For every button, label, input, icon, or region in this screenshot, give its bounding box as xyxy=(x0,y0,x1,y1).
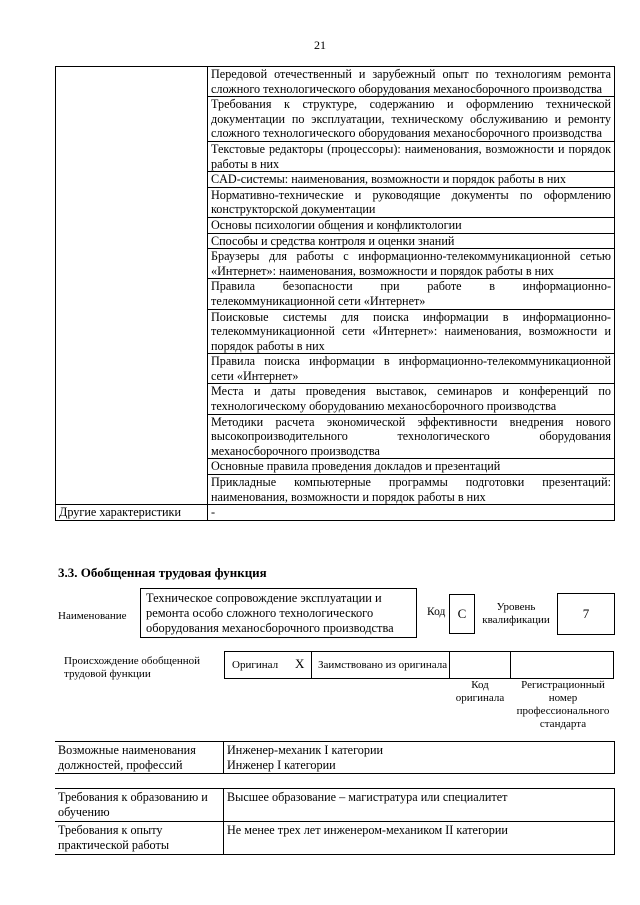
registration-number-label: Регистрационный номер профессионального стандарта xyxy=(516,679,610,730)
knowledge-item: Поисковые системы для поиска информации в информационно-телекоммуникационной сети «Интернет»: наименования, возможности и порядок работы в них xyxy=(208,309,615,354)
knowledge-item: CAD-системы: наименования, возможности и порядок работы в них xyxy=(208,172,615,188)
level-label: Уровень квалификации xyxy=(482,601,550,626)
knowledge-item: Текстовые редакторы (процессоры): наименования, возможности и порядок работы в них xyxy=(208,141,615,171)
positions-values xyxy=(224,742,615,774)
knowledge-item: Основы психологии общения и конфликтологии xyxy=(208,217,615,233)
knowledge-table xyxy=(55,66,615,521)
position-item: Инженер-механик I категории xyxy=(227,743,383,757)
other-characteristics-label: Другие характеристики xyxy=(56,505,208,521)
knowledge-item: Места и даты проведения выставок, семинаров и конференций по технологическому оборудованию механосборочного производства xyxy=(208,384,615,414)
positions-table xyxy=(55,741,615,774)
knowledge-item: Прикладные компьютерные программы подготовки презентаций: наименования, возможности и порядок работы в них xyxy=(208,475,615,505)
page-number: 21 xyxy=(314,38,326,52)
name-label: Наименование xyxy=(58,610,127,622)
table-row xyxy=(56,67,615,97)
divider xyxy=(311,651,312,679)
knowledge-item: Передовой отечественный и зарубежный опыт по технологиям ремонта сложного технологического оборудования механосборочного производства xyxy=(208,67,615,97)
section-title: 3.3. Обобщенная трудовая функция xyxy=(58,565,267,580)
original-label: Оригинал xyxy=(232,659,279,671)
knowledge-item: Основные правила проведения докладов и презентаций xyxy=(208,459,615,475)
divider xyxy=(510,651,511,679)
knowledge-item: Способы и средства контроля и оценки знаний xyxy=(208,233,615,249)
requirements-table xyxy=(55,788,615,855)
knowledge-item: Требования к структуре, содержанию и оформлению технической документации по эксплуатации, техническому обслуживанию и ремонту сложного технологического оборудования механосборочного производства xyxy=(208,97,615,142)
table-row xyxy=(55,742,615,774)
education-label: Требования к образованию и обучению xyxy=(55,789,224,822)
knowledge-item: Правила поиска информации в информационно-телекоммуникационной сети «Интернет» xyxy=(208,354,615,384)
borrowed-label: Заимствовано из оригинала xyxy=(318,659,448,671)
other-characteristics-value: - xyxy=(208,505,615,521)
table-row xyxy=(55,789,615,822)
code-original-label: Код оригинала xyxy=(455,679,505,704)
function-name-value: Техническое сопровождение эксплуатации и ремонта особо сложного технологического оборудования механосборочного производства xyxy=(140,588,417,638)
education-value: Высшее образование – магистратура или специалитет xyxy=(224,789,615,822)
qualification-level-value: 7 xyxy=(557,593,615,635)
code-label: Код xyxy=(427,606,446,618)
table-row xyxy=(56,505,615,521)
divider xyxy=(449,651,450,679)
positions-label: Возможные наименования должностей, профессий xyxy=(55,742,224,774)
experience-label: Требования к опыту практической работы xyxy=(55,822,224,855)
knowledge-item: Правила безопасности при работе в информационно-телекоммуникационной сети «Интернет» xyxy=(208,279,615,309)
knowledge-item: Нормативно-технические и руководящие документы по оформлению конструкторской документации xyxy=(208,187,615,217)
position-item: Инженер I категории xyxy=(227,757,336,772)
knowledge-item: Браузеры для работы с информационно-телекоммуникационной сетью «Интернет»: наименования, возможности и порядок работы в них xyxy=(208,249,615,279)
table-row xyxy=(55,822,615,855)
knowledge-item: Методики расчета экономической эффективности внедрения нового высокопроизводительного технологического оборудования механосборочного производства xyxy=(208,414,615,459)
knowledge-label-cell xyxy=(56,67,208,505)
code-value: С xyxy=(449,594,475,634)
experience-value: Не менее трех лет инженером-механиком II категории xyxy=(224,822,615,855)
origin-label: Происхождение обобщенной трудовой функции xyxy=(64,655,201,680)
original-mark: X xyxy=(295,656,305,671)
